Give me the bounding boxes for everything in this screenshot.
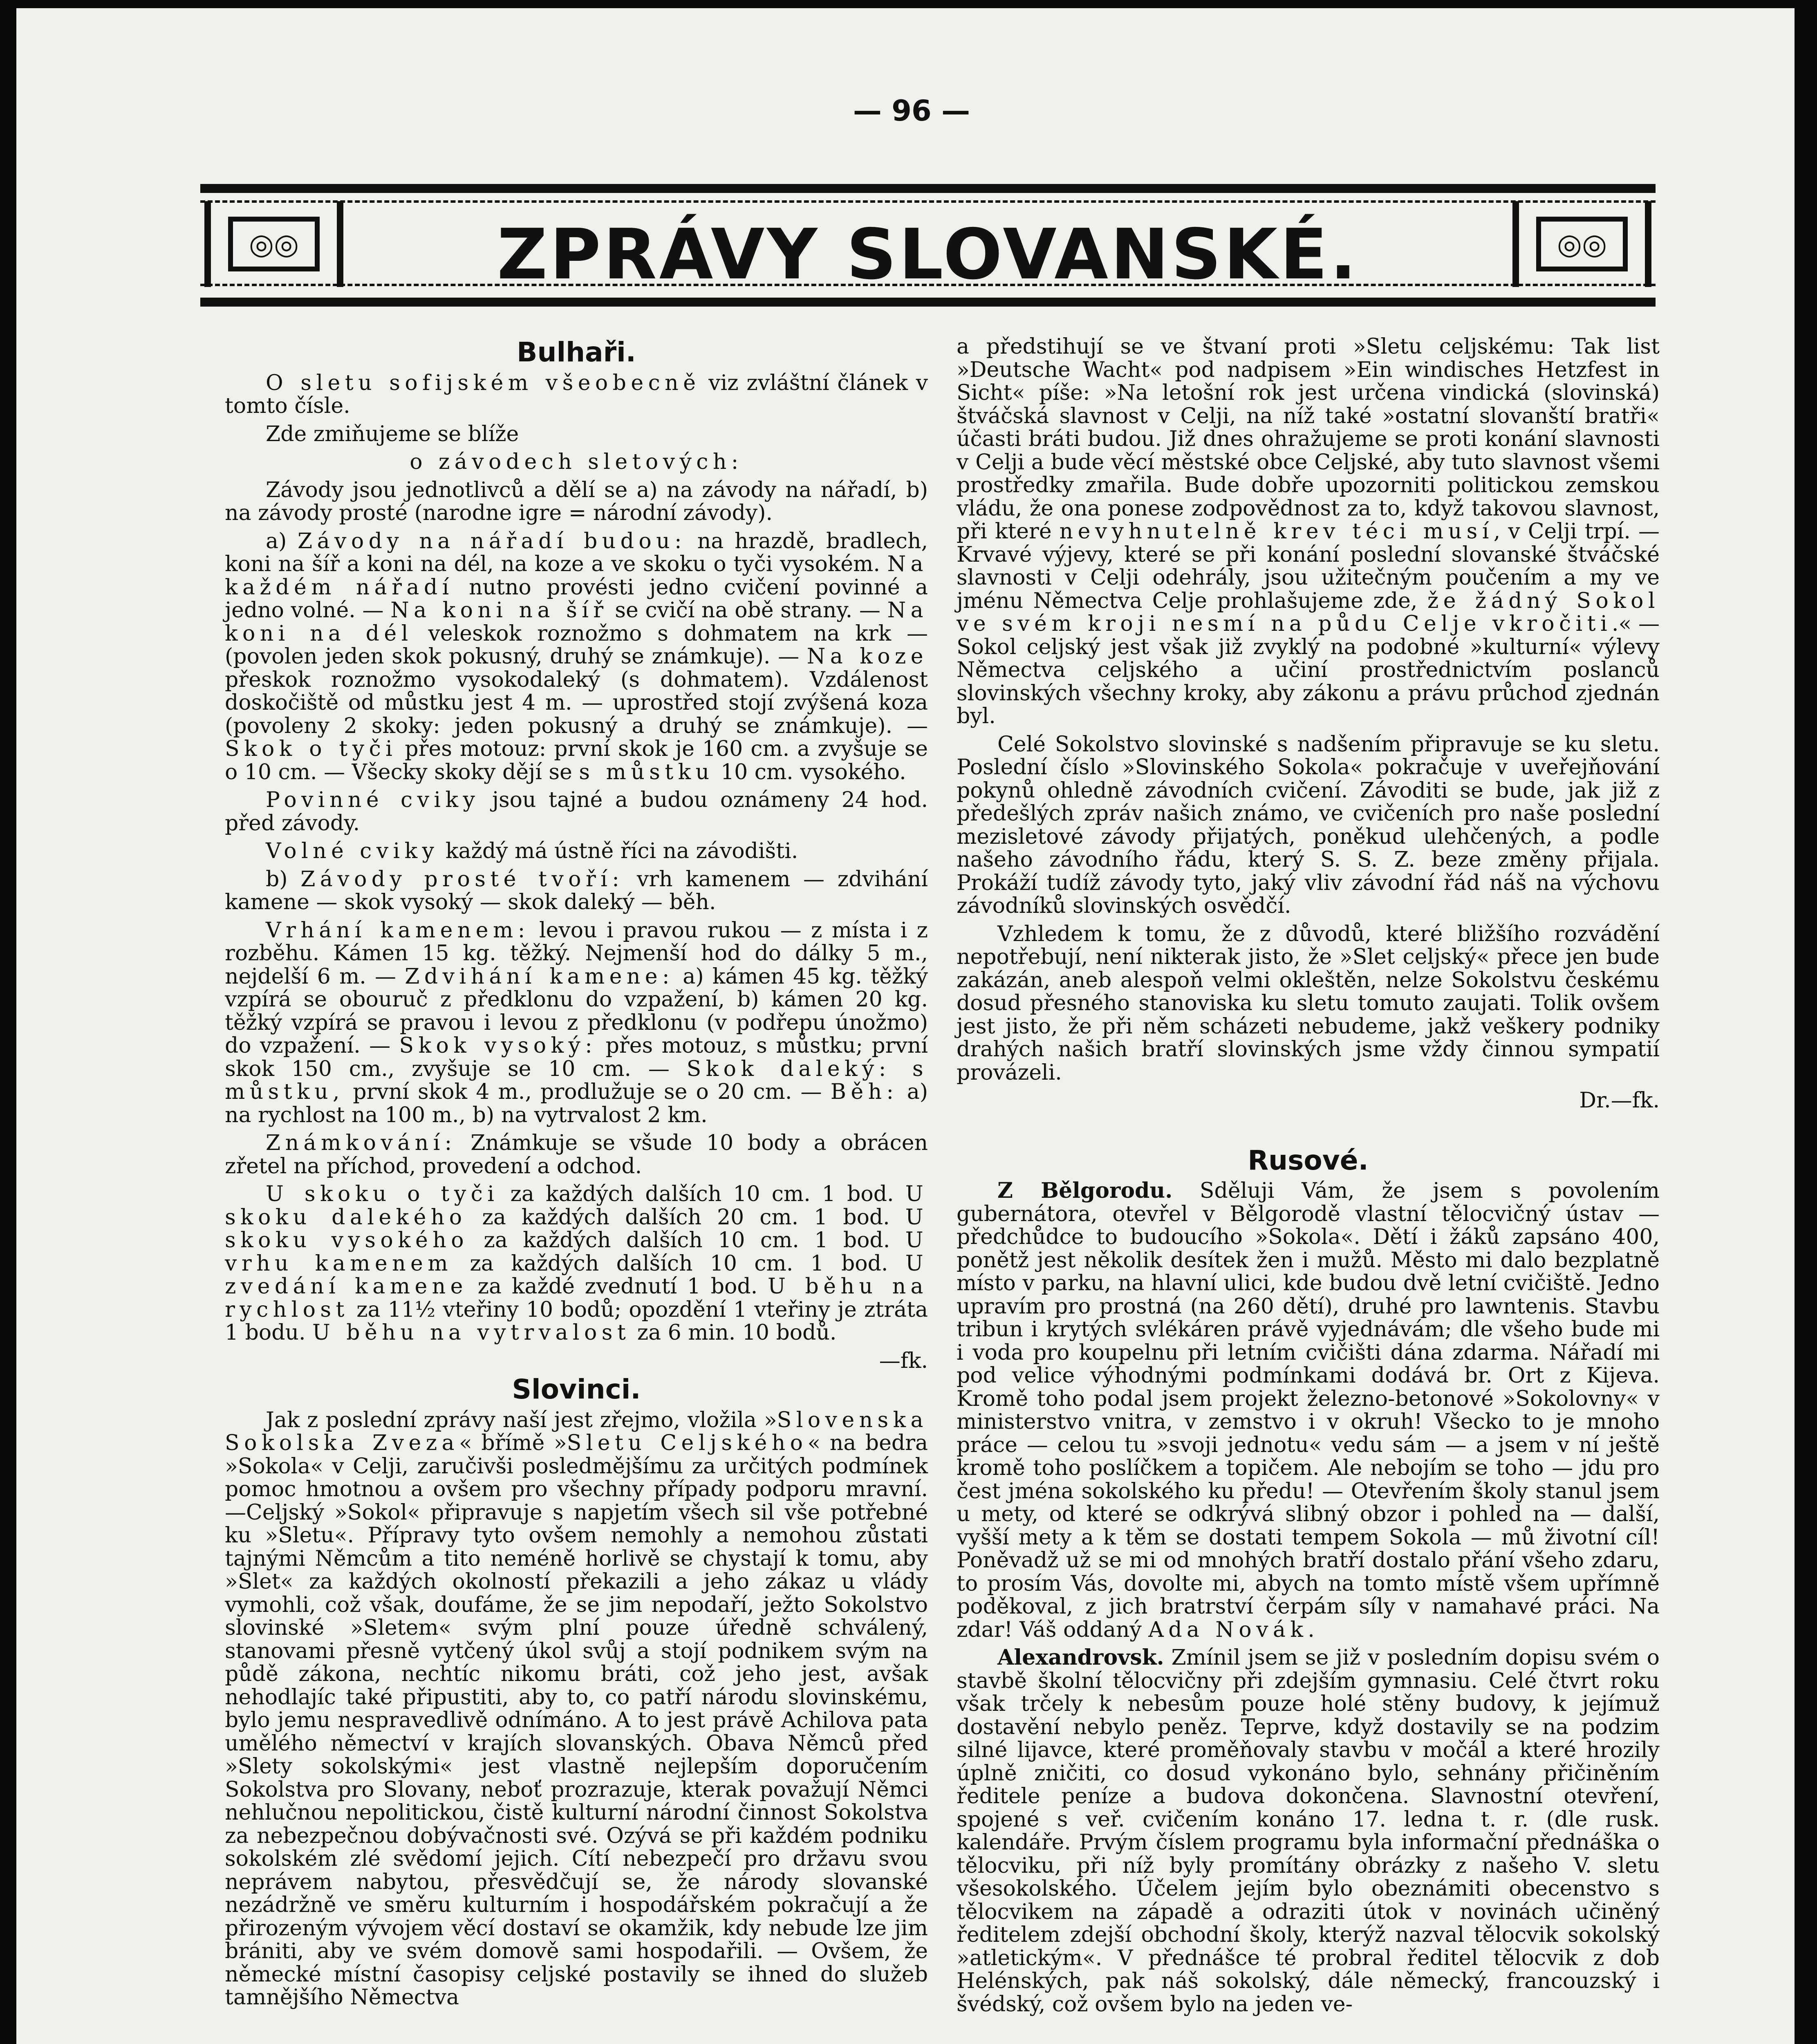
paragraph: Jak z poslední zprávy naší jest zřejmo, vložila »Slovenska Sokolska Zveza« břímě »Sletu Celjského« na bedra »Sokola« v Celji, zaručivši posledmějšímu za určitých podmínek pomoc hmotnou a ovšem pro všechny případy podporu mravní. —Celjský »Sokol« připravuje s napjetím všech sil vše potřebné ku »Sletu«. Přípravy tyto ovšem nemohly a nemohou zůstati tajnými Němcům a tito neméně horlivě se chystají k tomu, aby »Slet« za každých okolností překazili a jeho zákaz u vlády vymohli, což však, doufáme, že se jim nepodaří, ježto Sokolstvo slovinské »Sletem« svým plní pouze úředně schválený, stanovami přesně vytčený úkol svůj a stojí podnikem svým na půdě zákona, nechtíc nikomu bráti, což jeho jest, avšak nehodlajíc také připustiti, aby to, co patří národu slovinskému, bylo jemu nespravedlivě odnímáno. A to jest právě Achilova pata umělého němectví v krajích slovanských. Obava Němců před »Slety sokolskými« jest vlastně nejlepším doporučením Sokolstva pro Slovany, neboť prozrazuje, kterak považují Němci nehlučnou nepolitickou, čistě kulturní národní činnost Sokolstva za nebezpečnou dobývačnosti své. Ozývá se při každém podniku sokolském zlé svědomí jejich. Cítí nebezpečí pro državu svou neprávem nabytou, přesvědčují se, že národy slovanské nezádržně ve směru kulturním i hospodářském pokračují a že přirozeným vývojem věcí dostaví se okamžik, kdy nebude lze jim brániti, aby ve svém domově sami hospodařili. — Ovšem, že německé místní časopisy celjské postavily se ihned do služeb tamnějšího Němectva [225, 1407, 928, 2010]
paragraph: Alexandrovsk. Zmínil jsem se již v posledním dopisu svém o stavbě školní tělocvičny při zdejším gymnasiu. Celé čtvrt roku však trčely k nebesům pouze holé stěny budovy, k jejímuž dostavění nebylo peněz. Teprve, když dostavily se na podzim silné lijavce, které proměňovaly stavbu v močál a které hrozily úplně zničiti, co dosud vykonáno bylo, sehnány přičiněním ředitele peníze a budova dokončena. Slavnostní otevření, spojené s veř. cvičením konáno 17. ledna t. r. (dle rusk. kalendáře. Prvým číslem programu byla informační přednáška o tělocviku, při níž byly promítány obrázky z našeho V. sletu všesokolského. Účelem jejím bylo obeznámiti obecenstvo s tělocvikem na západě a odraziti útok v novinách učiněný ředitelem zdejší obchodní školy, kterýž nazval tělocvik sokolský »atletickým«. V přednášce té probral ředitel tělocvik z dob Helénských, pak náš sokolský, dále německý, francouzský i švédský, což ovšem bylo na jeden ve- [957, 1645, 1660, 2017]
paragraph: Zde zmiňujeme se blíže [266, 421, 519, 446]
section-banner [200, 184, 1656, 307]
paragraph: a předstihují se ve štvaní proti »Sletu celjskému: Tak list »Deutsche Wacht« pod nadpisem »Ein windisches Hetzfest in Sicht« píše: »Na letošní rok jest určena vindická (slovinská) štváčská slavnost v Celji, na níž také »ostatní slovanští bratři« účasti bráti budou. Již dnes ohražujeme se proti konání slavnosti v Celji a bude věcí městské obce Celjské, aby tuto slavnost všemi prostředky zmařila. Bude dobře upozorniti politickou zemskou vládu, že ona ponese zodpovědnost za to, když takovou slavnost, při které nevyhnutelně krev téci musí, v Celji trpí. — Krvavé výjevy, které se při konání poslední slovanské štváčské slavnosti v Celji odehrály, jsou užitečným poučením a my ve jménu Němectva Celje prohlašujeme zde, že žádný Sokol ve svém kroji nesmí na půdu Celje vkročiti.« — Sokol celjský jest však již zvyklý na podobné »kulturní« výlevy Němectva celjského a učiní prostřednictvím poslanců slovinských všechny kroky, aby zákonu a právu průchod zjednán byl. [957, 334, 1660, 728]
signature: —fk. [879, 1348, 928, 1373]
paragraph: Známkování: Známkuje se všude 10 body a obrácen zřetel na příchod, provedení a odchod. [225, 1131, 928, 1179]
paragraph: Povinné cviky jsou tajné a budou oznámeny 24 hod. před závody. [225, 788, 928, 836]
banner-title: ZPRÁVY SLOVANSKÉ. [497, 214, 1359, 295]
paragraph: Vzhledem k tomu, že z důvodů, které bližšího rozvádění nepotřebují, není nikterak jisto, že »Slet celjský« přece jen bude zakázán, aneb alespoň velmi okleštěn, nelze Sokolstvu českému dosud přesného stanoviska ku sletu tomuto zaujati. Tolik ovšem jest jisto, že při něm scházeti nebudeme, jakž veškery podniky drahých našich bratří slovinských jsme vždy činnou sympatií provázeli. [957, 921, 1660, 1085]
paragraph: Celé Sokolstvo slovinské s nadšením připravuje se ku sletu. Poslední číslo »Slovinského Sokola« pokračuje v uveřejňování pokynů ohledně závodních cvičení. Závoditi se bude, jak již z předešlých zpráv našich známo, ve cvičeních pro naše poslední mezisletové závody přijatých, poněkud ulehčených, a podle našeho závodního řádu, který S. S. Z. beze změny přijala. Prokáží tudíž závody tyto, jaký vliv závodní řád náš na výchovu závodníků slovinských osvědčí. [957, 732, 1660, 918]
ornament-left-icon: ◎◎ [204, 201, 343, 287]
paragraph: a) Závody na nářadí budou: na hrazdě, bradlech, koni na šíř a koni na dél, na koze a ve skoku o tyči vysokém. Na každém nářadí nutno provésti jedno cvičení povinné a jedno volné. — Na koni na šíř se cvičí na obě strany. — Na koni na dél veleskok roznožmo s dohmatem na krk — (povolen jeden skok pokusný, druhý se známkuje). — Na koze přeskok roznožmo vysokodaleký (s dohmatem). Vzdálenost doskočiště od můstku jest 4 m. — uprostřed stojí zvýšená koza (povoleny 2 skoky: jeden pokusný a druhý se známkuje). — Skok o tyči přes motouz: první skok je 160 cm. a zvyšuje se o 10 cm. — Všecky skoky dějí se s můstku 10 cm. vysokého. [225, 529, 928, 784]
paragraph: Z Bělgorodu. Sděluji Vám, že jsem s povolením gubernátora, otevřel v Bělgorodě vlastní tělocvičný ústav — předchůdce to budoucího »Sokola«. Dětí i žáků zapsáno 400, ponětž jest několik desítek žen i mužů. Město mi dalo bezplatně místo v parku, na hlavní ulici, kde budou dvě letní cvičiště. Jedno upravím pro prostná (na 260 dětí), druhé pro lawntenis. Stavbu tribun i krytých svlékáren právě vyjednávám; dle všeho bude mi i voda pro koupelnu při letním cvičišti dána zdarma. Nářadí mi pod velice výhodnými podmínkami dodává br. Ort z Kijeva. Kromě toho podal jsem projekt železno-betonové »Sokolovny« v ministerstvo vnitra, v zemstvo i v okruh! Všecko to je mnoho práce — celou tu »svoji jednotu« vedu sám — a jsem v ní ještě kromě toho poslíčkem a topičem. Ale nebojím se toho — jdu pro čest jména sokolského ku předu! — Otevřením školy stanul jsem u mety, od které se odkrývá slibný obzor i pohled na — další, vyšší mety a k těm se dostati tempem Sokola — mů životní cíl! Poněvadž už se mi od mnohých bratří dostalo přání všeho zdaru, to prosím Vás, dovolte mi, abych na tomto místě všem upřímně poděkoval, z jich bratrství čerpám síly v namahavé práci. Na zdar! Váš oddaný Ada Novák. [957, 1178, 1660, 1642]
page-sheet [16, 8, 1795, 2044]
page-number: — 96 — [853, 94, 970, 128]
paragraph: b) Závody prosté tvoří: vrh kamenem — zdvihání kamene — skok vysoký — skok daleký — běh. [225, 867, 928, 914]
paragraph: Volné cviky každý má ústně říci na závodišti. [266, 839, 798, 863]
heading-slovinci: Slovinci. [512, 1374, 641, 1405]
paragraph: U skoku o tyči za každých dalších 10 cm. 1 bod. U skoku dalekého za každých dalších 20 cm. 1 bod. U skoku vysokého za každých dalších 10 cm. 1 bod. U vrhu kamenem za každých dalších 10 cm. 1 bod. U zvedání kamene za každé zvednutí 1 bod. U běhu na rychlost za 11½ vteřiny 10 bodů; opozdění 1 vteřiny je ztráta 1 bodu. U běhu na vytrvalost za 6 min. 10 bodů. [225, 1182, 928, 1345]
paragraph: Vrhání kamenem: levou i pravou rukou — z místa i z rozběhu. Kámen 15 kg. těžký. Nejmenší hod do dálky 5 m., nejdelší 6 m. — Zdvihání kamene: a) kámen 45 kg. těžký vzpírá se obouruč z předklonu do vzpažení, b) kámen 20 kg. těžký vzpírá se pravou i levou z předklonu (v podřepu únožmo) do vzpažení. — Skok vysoký: přes motouz, s můstku; první skok 150 cm., zvyšuje se 10 cm. — Skok daleký: s můstku, první skok 4 m., prodlužuje se o 20 cm. — Běh: a) na rychlost na 100 m., b) na vytrvalost 2 km. [225, 918, 928, 1127]
banner-rule-top [200, 200, 1656, 207]
right-column [957, 335, 1660, 2021]
ornament-right-icon: ◎◎ [1512, 201, 1651, 287]
heading-rusove: Rusové. [1248, 1144, 1369, 1176]
signature: Dr.—fk. [1579, 1088, 1660, 1113]
left-column [225, 335, 928, 2014]
subheading: o závodech sletových: [410, 450, 743, 474]
paragraph: O sletu sofijském všeobecně viz zvláštní článek v tomto čísle. [225, 370, 928, 418]
paragraph: Závody jsou jednotlivců a dělí se a) na závody na nářadí, b) na závody prosté (narodne igre = národní závody). [225, 477, 928, 525]
heading-bulhari: Bulhaři. [517, 336, 636, 368]
